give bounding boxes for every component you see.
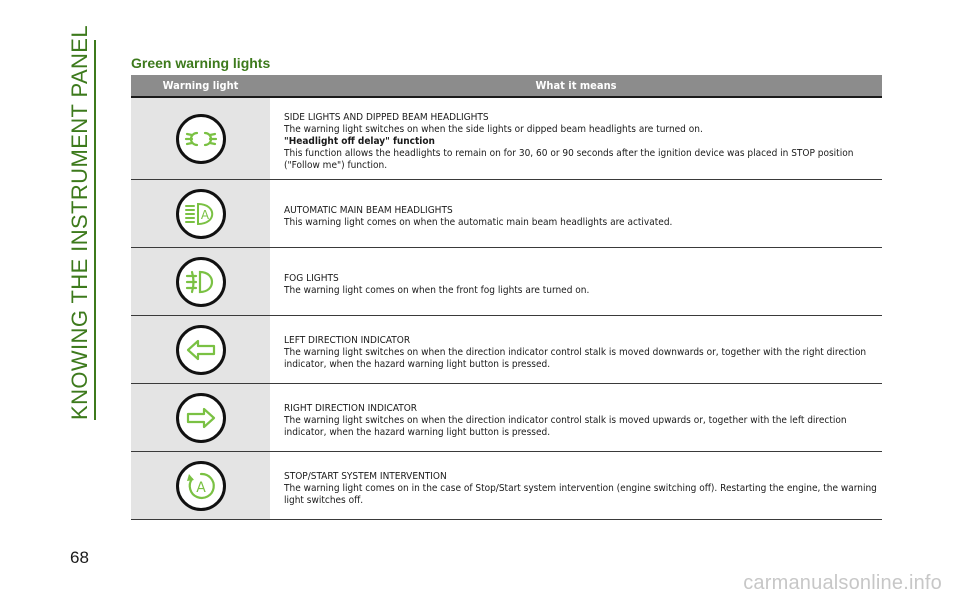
- table-row: [131, 248, 882, 316]
- row-text: The warning light comes on in the case of Stop/Start system intervention (engine switching off). Restarting the engine, the warning light switches off.: [284, 482, 877, 506]
- svg-text:A: A: [195, 479, 206, 496]
- stop-start-icon: [176, 461, 226, 511]
- row-text: The warning light switches on when the direction indicator control stalk is moved upwards or, together with the left direction indicator, when the hazard warning light button is pressed.: [284, 414, 847, 438]
- header-warning-light: Warning light: [162, 79, 239, 92]
- row-text: This warning light comes on when the automatic main beam headlights are activated.: [284, 216, 673, 228]
- icon-cell: [131, 452, 270, 519]
- warning-lights-table: [131, 98, 882, 520]
- table-row: [131, 384, 882, 452]
- description-cell: [270, 98, 882, 179]
- left-arrow-icon: [176, 325, 226, 375]
- icon-cell: [131, 316, 270, 383]
- right-arrow-icon: [176, 393, 226, 443]
- automatic-main-beam-icon: [176, 189, 226, 239]
- side-lights-dipped-beam-icon: [176, 114, 226, 164]
- table-row: [131, 98, 882, 180]
- watermark: carmanualsonline.info: [743, 572, 942, 594]
- description-cell: [270, 384, 882, 451]
- row-title: SIDE LIGHTS AND DIPPED BEAM HEADLIGHTS: [284, 111, 489, 123]
- side-chapter-title: KNOWING THE INSTRUMENT PANEL: [68, 40, 96, 420]
- row-text: The warning light comes on when the front fog lights are turned on.: [284, 284, 590, 296]
- row-subheading: "Headlight off delay" function: [284, 135, 435, 147]
- row-title: FOG LIGHTS: [284, 272, 339, 284]
- row-title: LEFT DIRECTION INDICATOR: [284, 334, 411, 346]
- section-title: Green warning lights: [131, 55, 271, 71]
- row-title: RIGHT DIRECTION INDICATOR: [284, 402, 418, 414]
- row-text-2: This function allows the headlights to remain on for 30, 60 or 90 seconds after the ignition device was placed in STOP position ("Follow me") function.: [284, 147, 854, 171]
- row-text: The warning light switches on when the direction indicator control stalk is moved downwards or, together with the right direction indicator, when the hazard warning light button is pressed.: [284, 346, 867, 370]
- row-text: The warning light switches on when the side lights or dipped beam headlights are turned on.: [284, 123, 703, 135]
- description-cell: [270, 248, 882, 315]
- table-row: [131, 316, 882, 384]
- header-what-it-means: What it means: [535, 79, 617, 92]
- row-title: STOP/START SYSTEM INTERVENTION: [284, 470, 447, 482]
- icon-cell: [131, 180, 270, 247]
- icon-cell: [131, 384, 270, 451]
- svg-text:A: A: [200, 207, 209, 222]
- description-cell: [270, 180, 882, 247]
- description-cell: [270, 316, 882, 383]
- table-header: [131, 75, 882, 96]
- icon-cell: [131, 98, 270, 179]
- page-number: 68: [70, 548, 89, 567]
- table-row: [131, 452, 882, 520]
- fog-lights-icon: [176, 257, 226, 307]
- row-title: AUTOMATIC MAIN BEAM HEADLIGHTS: [284, 204, 453, 216]
- table-row: [131, 180, 882, 248]
- icon-cell: [131, 248, 270, 315]
- description-cell: [270, 452, 882, 519]
